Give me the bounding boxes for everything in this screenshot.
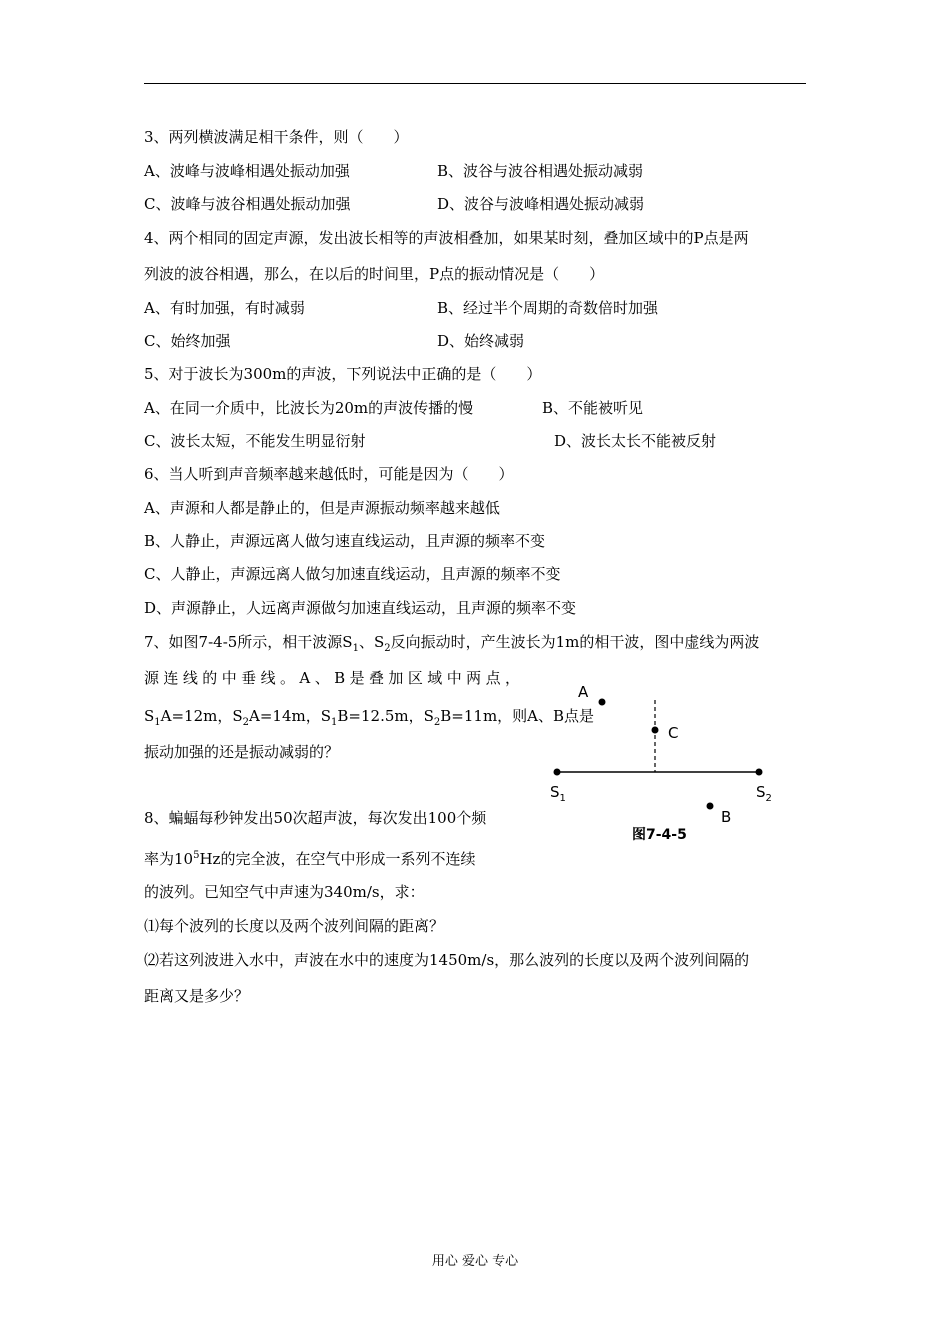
label-s1-letter: S	[550, 783, 560, 801]
q8-part1: ⑴每个波列的长度以及两个波列间隔的距离？	[144, 917, 445, 935]
q7-l3-b: A=14m，S	[249, 707, 332, 725]
q3-stem: 3、两列横波满足相干条件，则（ ）	[144, 128, 409, 146]
label-s1-sub: 1	[559, 793, 566, 804]
q7-l3-sub1: 1	[154, 717, 161, 728]
q5-option-b: B、不能被听见	[542, 399, 644, 417]
q3-option-d: D、波谷与波峰相遇处振动减弱	[437, 195, 645, 213]
label-s2-sub: 2	[765, 793, 772, 804]
figure-7-4-5	[540, 672, 790, 852]
q6-option-b: B、人静止，声源远离人做匀速直线运动，且声源的频率不变	[144, 532, 546, 550]
label-b: B	[721, 808, 732, 826]
q4-option-b: B、经过半个周期的奇数倍时加强	[437, 299, 659, 317]
q8-line2	[144, 846, 475, 869]
q7-line2: 源连线的中垂线。A、B是叠加区域中两点，	[144, 669, 520, 687]
point-b	[707, 803, 714, 810]
q4-option-d: D、始终减弱	[437, 332, 525, 350]
q4-stem-line2: 列波的波谷相遇，那么，在以后的时间里，P点的振动情况是（ ）	[144, 265, 605, 283]
page-footer: 用心 爱心 专心	[431, 1254, 519, 1269]
q7-l1-sub2: 2	[384, 643, 391, 654]
q5-option-d: D、波长太长不能被反射	[554, 432, 717, 450]
q7-l1-post: 反向振动时，产生波长为1m的相干波，图中虚线为两波	[390, 633, 760, 651]
figure-caption: 图7-4-5	[632, 827, 687, 843]
q7-l3-sub3: 1	[331, 717, 338, 728]
label-a: A	[578, 683, 589, 701]
q8-part2-line2: 距离又是多少？	[144, 987, 250, 1005]
q7-l1-pre: 7、如图7-4-5所示，相干波源S	[144, 633, 353, 651]
q4-option-c: C、始终加强	[144, 332, 231, 350]
q4-stem-line1: 4、两个相同的固定声源，发出波长相等的声波相叠加，如果某时刻，叠加区域中的P点是两	[144, 229, 749, 247]
q8-l2-pre: 率为10	[144, 850, 194, 868]
q7-l3-d: B=11m，则A、B点是	[440, 707, 595, 725]
q5-stem: 5、对于波长为300m的声波，下列说法中正确的是（ ）	[144, 365, 542, 383]
point-s2	[756, 769, 763, 776]
q6-option-a: A、声源和人都是静止的，但是声源振动频率越来越低	[144, 499, 500, 517]
q3-option-c: C、波峰与波谷相遇处振动加强	[144, 195, 351, 213]
q3-option-b: B、波谷与波谷相遇处振动减弱	[437, 162, 644, 180]
q6-option-d: D、声源静止，人远离声源做匀加速直线运动，且声源的频率不变	[144, 599, 577, 617]
q6-option-c: C、人静止，声源远离人做匀加速直线运动，且声源的频率不变	[144, 565, 561, 583]
q6-stem: 6、当人听到声音频率越来越低时，可能是因为（ ）	[144, 465, 514, 483]
label-s2-letter: S	[756, 783, 766, 801]
q4-option-a: A、有时加强，有时减弱	[144, 299, 305, 317]
q8-l2-sup: 5	[193, 850, 200, 861]
q7-l3-s: S	[144, 707, 155, 725]
point-s1	[554, 769, 561, 776]
q7-l1-mid: 、S	[358, 633, 385, 651]
q7-l3-c: B=12.5m，S	[337, 707, 434, 725]
q8-part2-line1: ⑵若这列波进入水中，声波在水中的速度为1450m/s，那么波列的长度以及两个波列间隔的	[144, 951, 750, 969]
q5-option-a: A、在同一介质中，比波长为20m的声波传播的慢	[144, 399, 474, 417]
q7-l1-sub1: 1	[352, 643, 359, 654]
label-c: C	[668, 724, 679, 742]
q8-line3: 的波列。已知空气中声速为340m/s，求：	[144, 883, 425, 901]
q7-line3	[144, 706, 594, 733]
q7-l3-sub4: 2	[433, 717, 441, 728]
point-a	[599, 699, 606, 706]
label-s2	[756, 783, 772, 804]
q8-l2-post: Hz的完全波，在空气中形成一系列不连续	[199, 850, 476, 868]
q7-l3-a: A=12m，S	[160, 707, 243, 725]
header-rule	[144, 83, 806, 84]
q8-line1: 8、蝙蝠每秒钟发出50次超声波，每次发出100个频	[144, 809, 487, 827]
label-s1	[550, 783, 566, 804]
q7-line4: 振动加强的还是振动减弱的？	[144, 743, 340, 761]
q5-option-c: C、波长太短，不能发生明显衍射	[144, 432, 366, 450]
q7-line1	[144, 632, 759, 659]
q3-option-a: A、波峰与波峰相遇处振动加强	[144, 162, 350, 180]
point-c	[652, 727, 659, 734]
q7-l3-sub2: 2	[242, 717, 250, 728]
